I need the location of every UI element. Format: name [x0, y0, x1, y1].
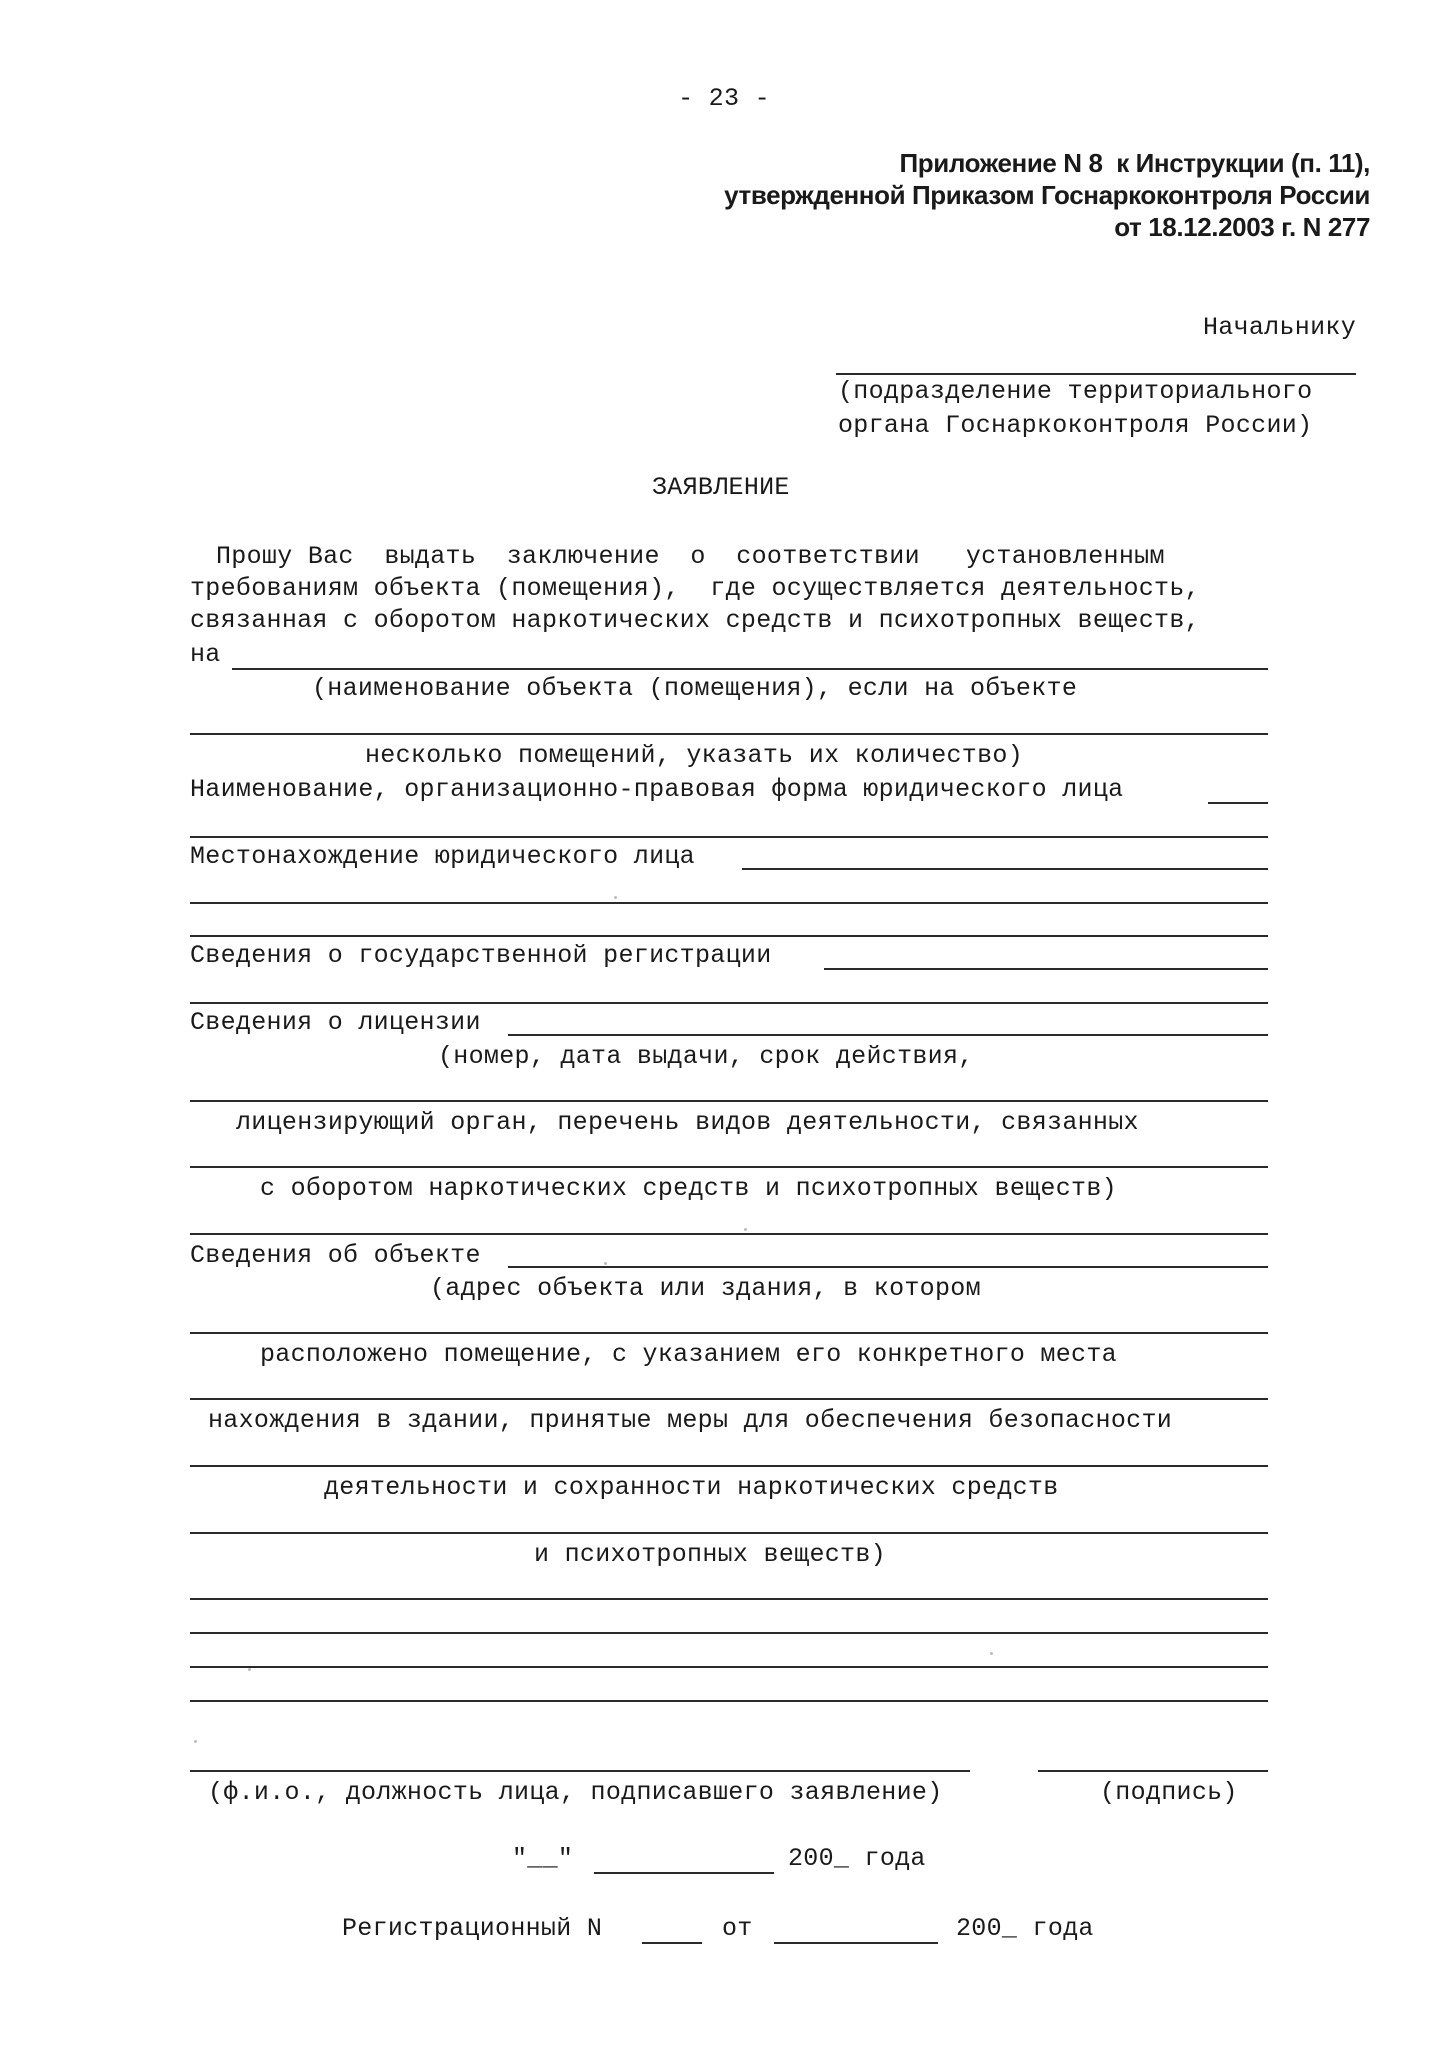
registration-date-line	[774, 1942, 938, 1944]
license-hint-2: лицензирующий орган, перечень видов деятельности, связанных	[236, 1108, 1139, 1137]
appendix-line-1: Приложение N 8 к Инструкции (п. 11),	[899, 148, 1370, 178]
blank-line-4	[190, 1700, 1268, 1702]
org-name-fill-line-2	[190, 836, 1268, 838]
field-org-name-label: Наименование, организационно-правовая форма юридического лица	[190, 775, 1124, 804]
license-fill-line	[508, 1034, 1268, 1036]
license-hint-1: (номер, дата выдачи, срок действия,	[438, 1042, 974, 1071]
field-registration-label: Сведения о государственной регистрации	[190, 941, 772, 970]
blank-line-2	[190, 1632, 1268, 1634]
scan-speck	[194, 1740, 197, 1743]
body-line-1: Прошу Вас выдать заключение о соответствии установленным	[216, 542, 1165, 571]
object-fill-line	[508, 1266, 1268, 1268]
scan-speck	[744, 1228, 747, 1231]
body-line-2: требованиям объекта (помещения), где осуществляется деятельность,	[190, 574, 1200, 603]
object-name-fill-line	[232, 668, 1268, 670]
scan-speck	[604, 1262, 607, 1265]
addressee-caption-2: органа Госнаркоконтроля России)	[838, 411, 1313, 440]
date-quote: "__"	[512, 1844, 574, 1873]
location-fill-line	[742, 868, 1268, 870]
registration-from: от	[722, 1914, 753, 1943]
date-year: 200_ года	[788, 1844, 926, 1873]
field-license-label: Сведения о лицензии	[190, 1008, 481, 1037]
blank-line-3	[190, 1666, 1268, 1668]
blank-line-1	[190, 1598, 1268, 1600]
document-title: ЗАЯВЛЕНИЕ	[652, 473, 790, 502]
page-number: - 23 -	[678, 84, 770, 113]
signature-sign-line	[1038, 1770, 1268, 1772]
addressee-caption-1: (подразделение территориального	[838, 377, 1313, 406]
object-name-hint-1: (наименование объекта (помещения), если на объекте	[312, 674, 1078, 703]
field-location-label: Местонахождение юридического лица	[190, 842, 695, 871]
field-object-label: Сведения об объекте	[190, 1241, 481, 1270]
scan-speck	[614, 896, 617, 899]
object-hint-2: расположено помещение, с указанием его конкретного места	[260, 1340, 1117, 1369]
license-fill-line-3	[190, 1166, 1268, 1168]
location-fill-line-2	[190, 902, 1268, 904]
appendix-line-2: утвержденной Приказом Госнаркоконтроля России	[724, 180, 1370, 210]
object-hint-3: нахождения в здании, принятые меры для обеспечения безопасности	[208, 1406, 1173, 1435]
org-name-fill-line	[1208, 802, 1268, 804]
registration-number-label: Регистрационный N	[342, 1914, 603, 1943]
signature-person-caption: (ф.и.о., должность лица, подписавшего заявление)	[208, 1778, 943, 1807]
addressee-fill-line	[836, 373, 1356, 375]
object-fill-line-2	[190, 1332, 1268, 1334]
signature-sign-caption: (подпись)	[1100, 1778, 1238, 1807]
license-fill-line-2	[190, 1100, 1268, 1102]
object-name-fill-line-2	[190, 733, 1268, 735]
date-month-line	[594, 1872, 774, 1874]
registration-fill-line-2	[190, 1002, 1268, 1004]
object-name-hint-2: несколько помещений, указать их количество)	[365, 741, 1024, 770]
license-hint-3: с оборотом наркотических средств и психотропных веществ)	[260, 1174, 1117, 1203]
object-fill-line-4	[190, 1465, 1268, 1467]
scan-speck	[248, 1668, 251, 1671]
addressee-to: Начальнику	[1202, 313, 1356, 342]
object-fill-line-5	[190, 1532, 1268, 1534]
body-line-3: связанная с оборотом наркотических средств и психотропных веществ,	[190, 606, 1200, 635]
scan-speck	[990, 1652, 993, 1655]
appendix-line-3: от 18.12.2003 г. N 277	[1114, 212, 1370, 242]
location-fill-line-3	[190, 935, 1268, 937]
signature-person-line	[190, 1770, 970, 1772]
registration-number-line	[642, 1942, 702, 1944]
body-on: на	[190, 640, 221, 669]
object-fill-line-3	[190, 1398, 1268, 1400]
license-fill-line-4	[190, 1233, 1268, 1235]
registration-year: 200_ года	[956, 1914, 1094, 1943]
object-hint-1: (адрес объекта или здания, в котором	[430, 1274, 981, 1303]
registration-fill-line	[824, 968, 1268, 970]
object-hint-4: деятельности и сохранности наркотических средств	[324, 1473, 1059, 1502]
object-hint-5: и психотропных веществ)	[534, 1540, 886, 1569]
